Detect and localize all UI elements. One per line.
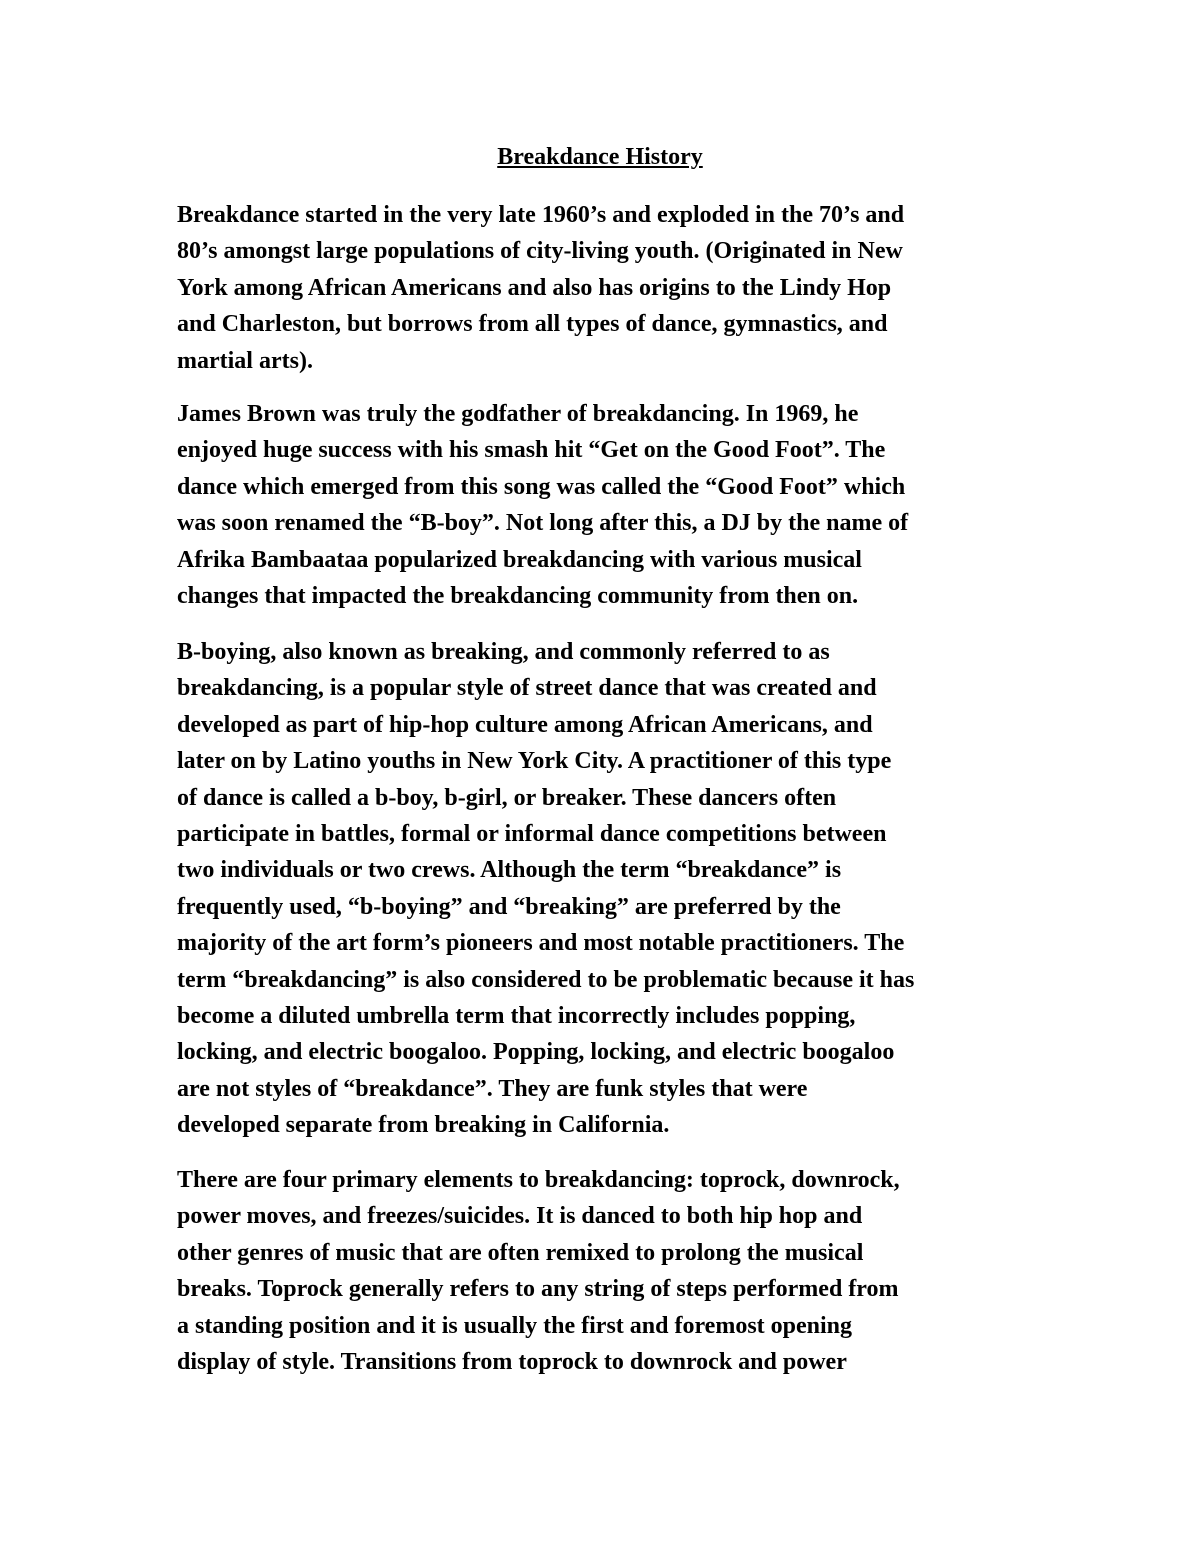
text-line: a standing position and it is usually the first and foremost opening bbox=[177, 1312, 853, 1339]
text-line: locking, and electric boogaloo. Popping, locking, and electric boogaloo bbox=[177, 1039, 895, 1066]
text-line: breakdancing, is a popular style of street dance that was created and bbox=[177, 675, 877, 702]
text-line: developed separate from breaking in California. bbox=[177, 1112, 670, 1139]
text-line: participate in battles, formal or informal dance competitions between bbox=[177, 820, 887, 847]
text-line: James Brown was truly the godfather of breakdancing. In 1969, he bbox=[177, 401, 859, 427]
text-line: other genres of music that are often remixed to prolong the musical bbox=[177, 1239, 864, 1266]
text-line: of dance is called a b-boy, b-girl, or breaker. These dancers often bbox=[177, 784, 837, 811]
text-line: power moves, and freezes/suicides. It is danced to both hip hop and bbox=[177, 1203, 863, 1230]
text-line: become a diluted umbrella term that incorrectly includes popping, bbox=[177, 1002, 856, 1029]
text-line: later on by Latino youths in New York City. A practitioner of this type bbox=[177, 748, 892, 775]
text-line: There are four primary elements to breakdancing: toprock, downrock, bbox=[177, 1167, 900, 1193]
text-line: majority of the art form’s pioneers and most notable practitioners. The bbox=[177, 930, 905, 957]
text-line: are not styles of “breakdance”. They are funk styles that were bbox=[177, 1075, 808, 1102]
text-line: frequently used, “b-boying” and “breaking” are preferred by the bbox=[177, 893, 841, 920]
text-line: Breakdance started in the very late 1960’s and exploded in the 70’s and bbox=[177, 202, 905, 228]
text-line: breaks. Toprock generally refers to any string of steps performed from bbox=[177, 1276, 899, 1303]
text-line: changes that impacted the breakdancing community from then on. bbox=[177, 582, 859, 609]
paragraph-james-brown bbox=[177, 396, 1037, 614]
document-title: Breakdance History bbox=[497, 144, 703, 170]
text-line: two individuals or two crews. Although the term “breakdance” is bbox=[177, 857, 842, 884]
text-line: dance which emerged from this song was called the “Good Foot” which bbox=[177, 473, 906, 500]
text-line: York among African Americans and also has origins to the Lindy Hop bbox=[177, 274, 892, 301]
paragraph-b-boying bbox=[177, 634, 1037, 1143]
text-line: Afrika Bambaataa popularized breakdancing with various musical bbox=[177, 546, 862, 573]
paragraph-origins bbox=[177, 197, 1037, 379]
text-line: was soon renamed the “B-boy”. Not long after this, a DJ by the name of bbox=[177, 510, 909, 537]
text-line: and Charleston, but borrows from all types of dance, gymnastics, and bbox=[177, 311, 888, 338]
text-line: developed as part of hip-hop culture among African Americans, and bbox=[177, 711, 873, 738]
text-line: enjoyed huge success with his smash hit “Get on the Good Foot”. The bbox=[177, 437, 886, 464]
text-line: display of style. Transitions from toprock to downrock and power bbox=[177, 1348, 847, 1375]
paragraph-elements bbox=[177, 1162, 1037, 1380]
text-line: B-boying, also known as breaking, and commonly referred to as bbox=[177, 639, 830, 665]
text-line: martial arts). bbox=[177, 347, 313, 374]
text-line: term “breakdancing” is also considered to be problematic because it has bbox=[177, 966, 915, 993]
text-line: 80’s amongst large populations of city-living youth. (Originated in New bbox=[177, 238, 903, 265]
